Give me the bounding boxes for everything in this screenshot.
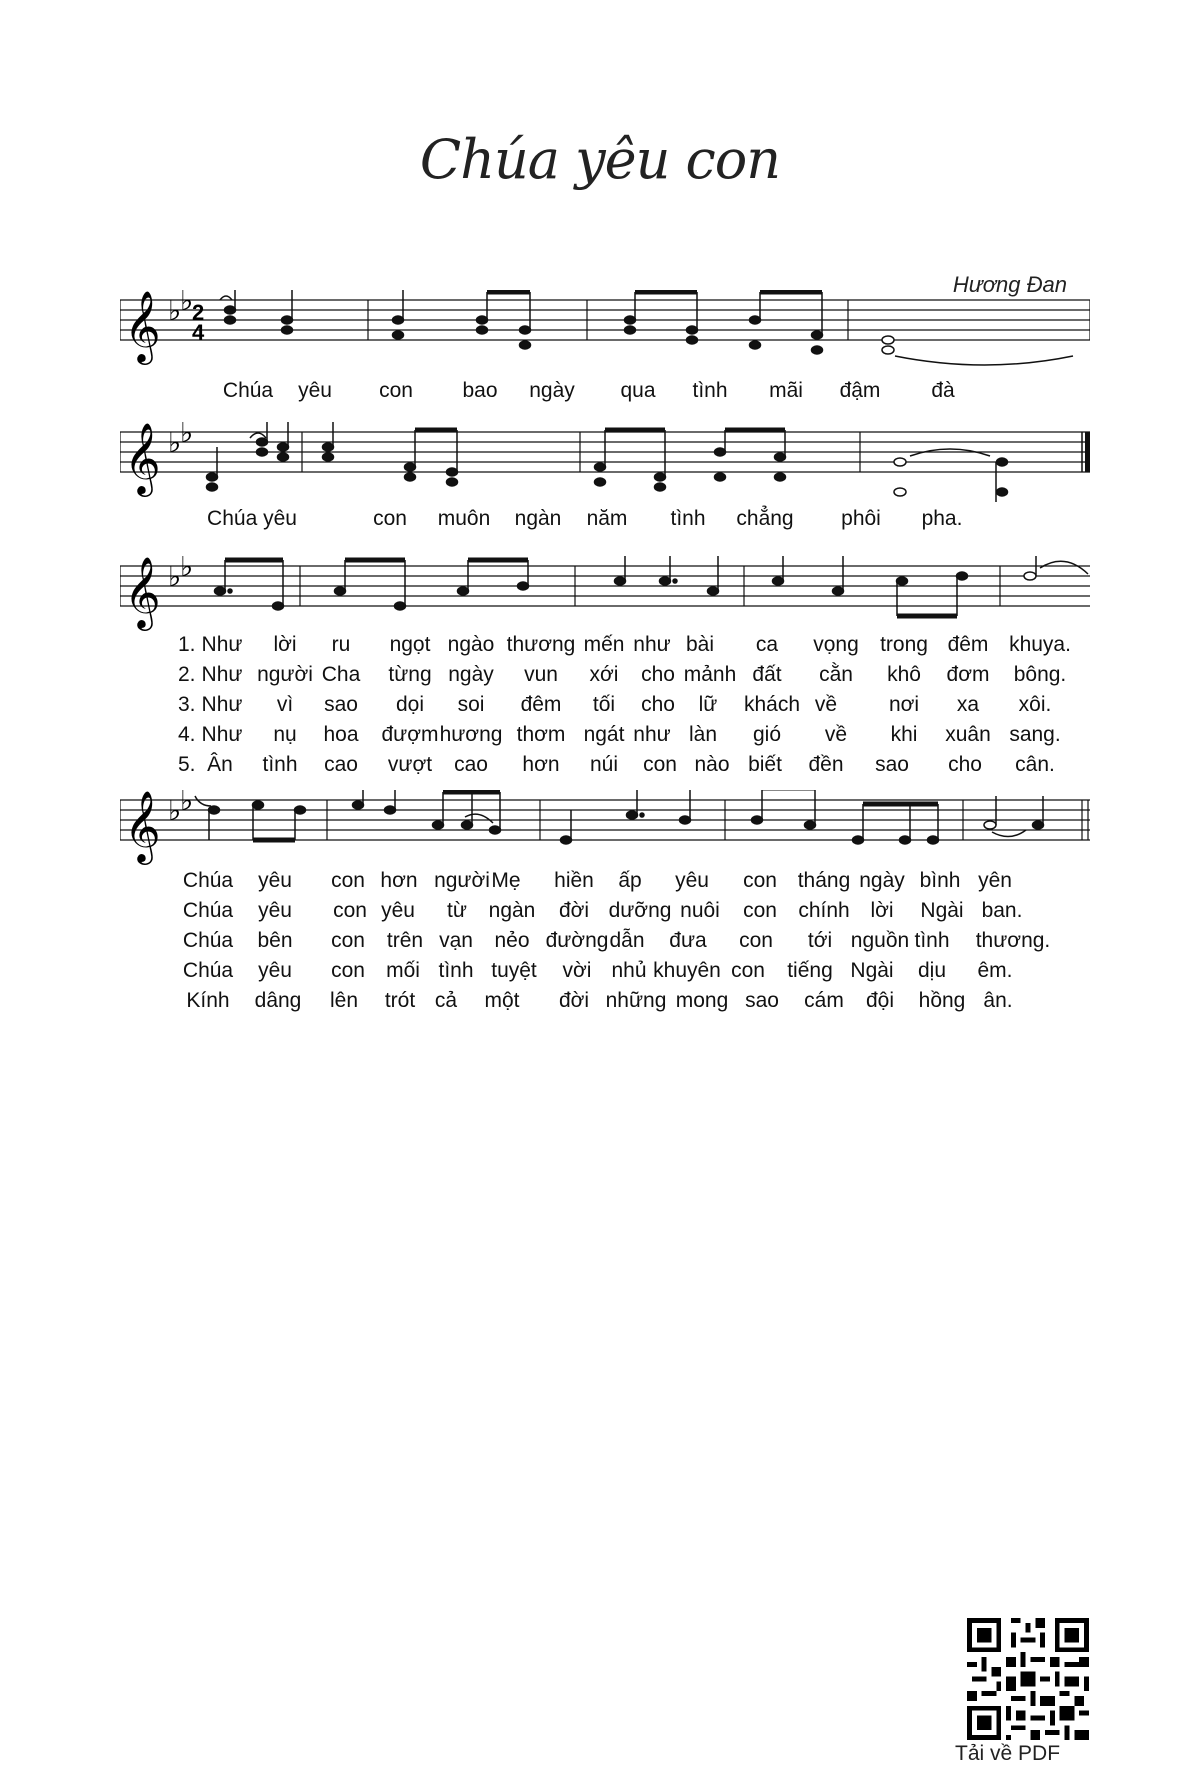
lyric-syllable: tuyệt <box>491 959 537 982</box>
lyric-syllable: hơn <box>380 869 418 892</box>
lyric-syllable: mối <box>386 959 420 982</box>
lyric-syllable: núi <box>589 753 619 776</box>
lyric-syllable: con <box>333 899 367 922</box>
lyric-syllable: về <box>814 693 838 716</box>
lyric-syllable: gió <box>752 723 782 746</box>
lyric-syllable: thương. <box>975 929 1051 952</box>
flat-icon: ♭ <box>180 422 194 449</box>
verse-b-line-3 <box>120 928 1090 954</box>
verse-line-4 <box>120 722 1090 748</box>
lyric-syllable: Ngài <box>850 959 894 982</box>
lyric-syllable: cho <box>641 663 675 686</box>
lyric-syllable: sao <box>324 693 358 716</box>
verse-number: 1. <box>178 633 196 656</box>
lyric-syllable: hơn <box>522 753 560 776</box>
lyric-syllable: những <box>605 989 667 1012</box>
lyric-syllable: cằn <box>819 663 853 686</box>
lyric-syllable: một <box>484 989 520 1012</box>
lyric-syllable: con <box>331 959 365 982</box>
lyric-syllable: lên <box>329 989 359 1012</box>
lyric-syllable: ca <box>755 633 779 656</box>
song-title: Chúa yêu con <box>419 128 781 191</box>
lyric-syllable: ngọt <box>389 633 431 656</box>
lyric-syllable: mến <box>583 633 625 656</box>
lyric-syllable: từng <box>388 663 432 686</box>
lyric-syllable: dịu <box>917 959 947 982</box>
lyric-syllable: Chúa <box>182 899 234 922</box>
lyric-syllable: yêu <box>298 379 332 402</box>
verse-lyrics-block-b <box>120 868 1090 1018</box>
lyric-syllable: sao <box>875 753 909 776</box>
lyric-syllable: con <box>379 379 413 402</box>
lyric-syllable: ngày <box>859 869 905 892</box>
lyric-syllable: dọi <box>395 693 425 716</box>
lyric-syllable: hiền <box>554 869 594 892</box>
staff-system-2 <box>120 422 1090 552</box>
lyric-syllable: đường <box>545 929 609 952</box>
final-barline <box>1085 432 1090 472</box>
lyric-syllable: như <box>633 723 671 746</box>
lyric-syllable: xuân <box>945 723 991 746</box>
lyric-syllable: đời <box>558 989 590 1012</box>
lyric-syllable: khách <box>743 693 801 716</box>
lyric-syllable: lời <box>870 899 894 922</box>
lyric-syllable: Chúa yêu <box>207 507 297 530</box>
lyric-syllable: Mẹ <box>491 869 521 892</box>
time-sig-top: 2 <box>192 300 205 325</box>
lyric-syllable: yêu <box>258 899 292 922</box>
lyric-syllable: đượm <box>381 723 439 746</box>
lyric-syllable: dẫn <box>609 929 645 952</box>
lyric-syllable: lữ <box>698 693 718 716</box>
lyric-syllable: mảnh <box>683 663 737 686</box>
lyric-syllable: bình <box>919 869 961 892</box>
treble-clef-icon: 𝄞 <box>124 290 161 362</box>
lyric-syllable: yên <box>978 869 1012 892</box>
lyric-syllable: con <box>731 959 765 982</box>
verse-line-1 <box>120 632 1090 658</box>
lyric-syllable: ngàn <box>514 507 562 530</box>
lyric-syllable: đưa <box>669 929 707 952</box>
lyric-syllable: nào <box>694 753 730 776</box>
lyric-syllable: tháng <box>797 869 851 892</box>
verse-b-line-4 <box>120 958 1090 984</box>
lyric-syllable: vọng <box>813 633 859 656</box>
verse-number: 5. <box>178 753 196 776</box>
verse-b-line-5 <box>120 988 1090 1014</box>
lyric-syllable: khuya. <box>1009 633 1071 656</box>
lyric-syllable: xa <box>956 693 980 716</box>
lyric-syllable: vạn <box>439 929 473 952</box>
lyric-syllable: nơi <box>888 693 920 716</box>
treble-clef-icon: 𝄞 <box>124 556 161 628</box>
lyric-syllable: trên <box>386 929 424 952</box>
flat-icon: ♭ <box>180 790 194 817</box>
verse-b-line-1 <box>120 868 1090 894</box>
verse-line-3 <box>120 692 1090 718</box>
lyric-syllable: vun <box>524 663 558 686</box>
lyric-syllable: ban. <box>981 899 1023 922</box>
lyric-syllable: mong <box>675 989 729 1012</box>
lyric-syllable: khi <box>890 723 918 746</box>
lyric-syllable: như <box>633 633 671 656</box>
lyric-syllable: yêu <box>258 959 292 982</box>
lyric-syllable: đất <box>752 663 782 686</box>
lyric-syllable: con <box>743 899 777 922</box>
lyric-syllable: cân. <box>1015 753 1055 776</box>
lyric-syllable: làn <box>688 723 718 746</box>
lyric-syllable: cao <box>324 753 358 776</box>
lyric-syllable: con <box>743 869 777 892</box>
lyric-syllable: nẻo <box>494 929 530 952</box>
lyric-syllable: từ <box>447 899 467 922</box>
flat-icon: ♭ <box>168 294 182 327</box>
lyric-syllable: đội <box>865 989 895 1012</box>
verse-line-5 <box>120 752 1090 778</box>
lyric-syllable: sang. <box>1009 723 1061 746</box>
lyric-syllable: tình <box>914 929 950 952</box>
flat-icon: ♭ <box>168 560 182 593</box>
lyric-syllable: đà <box>931 379 955 402</box>
verse-lyrics-block-a <box>120 632 1090 782</box>
refrain-lyric-line-2 <box>120 506 1090 532</box>
lyric-syllable: Chúa <box>182 959 234 982</box>
treble-clef-icon: 𝄞 <box>124 790 161 862</box>
lyric-syllable: Như <box>201 723 243 746</box>
lyric-syllable: con <box>739 929 773 952</box>
lyric-syllable: bài <box>685 633 715 656</box>
lyric-syllable: cao <box>454 753 488 776</box>
lyric-syllable: pha. <box>921 507 963 530</box>
lyric-syllable: vì <box>276 693 294 716</box>
lyric-syllable: muôn <box>437 507 491 530</box>
lyric-syllable: biết <box>748 753 782 776</box>
lyric-syllable: ngàn <box>488 899 536 922</box>
lyric-syllable: con <box>643 753 677 776</box>
lyric-syllable: tình <box>692 379 728 402</box>
lyric-syllable: phôi <box>841 507 881 530</box>
lyric-syllable: sao <box>745 989 779 1012</box>
lyric-syllable: đền <box>808 753 844 776</box>
lyric-syllable: ngày <box>529 379 575 402</box>
lyric-syllable: ru <box>331 633 351 656</box>
flat-icon: ♭ <box>168 426 182 459</box>
flat-icon: ♭ <box>180 556 194 583</box>
lyric-syllable: đêm <box>947 633 989 656</box>
flat-icon: ♭ <box>180 290 194 317</box>
lyric-syllable: bên <box>257 929 293 952</box>
lyric-syllable: yêu <box>675 869 709 892</box>
lyric-syllable: ngào <box>447 633 495 656</box>
lyric-syllable: hoa <box>323 723 359 746</box>
lyric-syllable: bông. <box>1013 663 1067 686</box>
lyric-syllable: thơm <box>516 723 566 746</box>
lyric-syllable: bao <box>462 379 498 402</box>
lyric-syllable: khô <box>887 663 921 686</box>
lyric-syllable: nhủ <box>611 959 647 982</box>
lyric-syllable: Chúa <box>182 929 234 952</box>
lyric-syllable: cho <box>948 753 982 776</box>
lyric-syllable: qua <box>620 379 656 402</box>
download-pdf-link[interactable]: Tải về PDF <box>955 1742 1061 1765</box>
lyric-syllable: Cha <box>321 663 361 686</box>
lyric-syllable: trót <box>384 989 416 1012</box>
lyric-syllable: tới <box>807 929 833 952</box>
staff-system-1 <box>120 290 1090 420</box>
lyric-syllable: trong <box>880 633 928 656</box>
lyric-syllable: năm <box>586 507 628 530</box>
verse-b-line-2 <box>120 898 1090 924</box>
lyric-syllable: xôi. <box>1018 693 1052 716</box>
lyric-syllable: Chúa <box>222 379 274 402</box>
lyric-syllable: chính <box>798 899 850 922</box>
lyric-syllable: con <box>331 869 365 892</box>
lyric-syllable: vời <box>562 959 592 982</box>
lyric-syllable: về <box>824 723 848 746</box>
staff-4-notation <box>120 790 1090 870</box>
lyric-syllable: khuyên <box>653 959 721 982</box>
lyric-syllable: đậm <box>839 379 881 402</box>
qr-code-icon[interactable] <box>967 1618 1089 1740</box>
lyric-syllable: cám <box>804 989 844 1012</box>
lyric-syllable: Kính <box>186 989 230 1012</box>
lyric-syllable: cho <box>641 693 675 716</box>
lyric-syllable: người <box>434 869 490 892</box>
lyric-syllable: nụ <box>273 723 297 746</box>
lyric-syllable: Như <box>201 633 243 656</box>
verse-number: 2. <box>178 663 196 686</box>
lyric-syllable: hồng <box>918 989 966 1012</box>
lyric-syllable: đêm <box>520 693 562 716</box>
lyric-syllable: nuôi <box>680 899 720 922</box>
lyric-syllable: soi <box>457 693 485 716</box>
verse-number: 3. <box>178 693 196 716</box>
lyric-syllable: mãi <box>769 379 803 402</box>
lyric-syllable: con <box>373 507 407 530</box>
lyric-syllable: người <box>257 663 313 686</box>
lyric-syllable: tình <box>262 753 298 776</box>
lyric-syllable: dưỡng <box>608 899 672 922</box>
lyric-syllable: hương <box>439 723 503 746</box>
lyric-syllable: yêu <box>381 899 415 922</box>
lyric-syllable: Như <box>201 663 243 686</box>
lyric-syllable: tiếng <box>787 959 833 982</box>
lyric-syllable: nguồn <box>850 929 910 952</box>
lyric-syllable: vượt <box>387 753 433 776</box>
lyric-syllable: xới <box>589 663 619 686</box>
lyric-syllable: Ân <box>207 753 233 776</box>
lyric-syllable: cả <box>434 989 458 1012</box>
lyric-syllable: ngát <box>583 723 625 746</box>
lyric-syllable: êm. <box>977 959 1013 982</box>
verse-line-2 <box>120 662 1090 688</box>
lyric-syllable: tình <box>438 959 474 982</box>
verse-number: 4. <box>178 723 196 746</box>
refrain-lyric-line-1 <box>120 378 1090 404</box>
lyric-syllable: yêu <box>258 869 292 892</box>
staff-1-notation <box>120 290 1090 440</box>
lyric-syllable: tối <box>592 693 616 716</box>
composer-name: Hương Đan <box>952 272 1067 297</box>
treble-clef-icon: 𝄞 <box>124 422 161 494</box>
lyric-syllable: Chúa <box>182 869 234 892</box>
lyric-syllable: con <box>331 929 365 952</box>
lyric-syllable: ngày <box>448 663 494 686</box>
lyric-syllable: ấp <box>618 869 642 892</box>
lyric-syllable: ân. <box>983 989 1013 1012</box>
staff-2-notation <box>120 422 1090 572</box>
lyric-syllable: lời <box>273 633 297 656</box>
lyric-syllable: Ngài <box>920 899 964 922</box>
lyric-syllable: Như <box>201 693 243 716</box>
lyric-syllable: chẳng <box>736 507 794 530</box>
lyric-syllable: thương <box>506 633 576 656</box>
time-sig-bottom: 4 <box>192 320 205 345</box>
flat-icon: ♭ <box>168 794 182 827</box>
lyric-syllable: tình <box>670 507 706 530</box>
lyric-syllable: dâng <box>254 989 302 1012</box>
lyric-syllable: đơm <box>946 663 990 686</box>
lyric-syllable: đời <box>558 899 590 922</box>
